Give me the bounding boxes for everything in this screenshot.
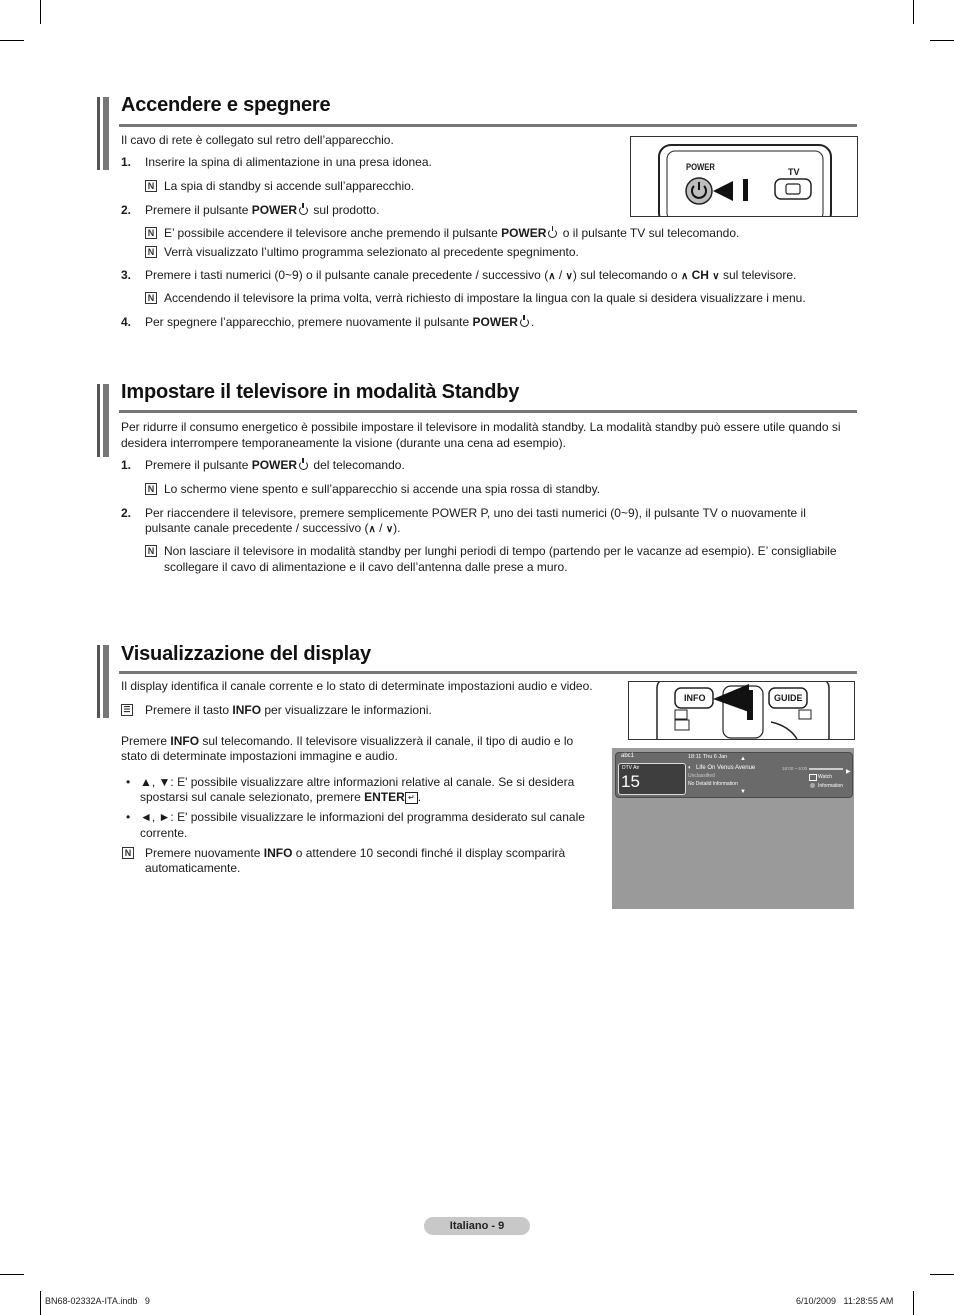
section-marker: [97, 645, 109, 718]
bullet-text-pre: spostarsi sul canale selezionato, premere: [140, 790, 365, 804]
osd-info-icon: [810, 783, 815, 788]
note-text-post: o attendere 10 secondi finché il display scomparirà: [292, 846, 566, 860]
tv-panel-illustration: [631, 137, 857, 216]
crop-mark: [0, 1274, 24, 1275]
paragraph-line1: [121, 733, 573, 749]
step-text-pre: Premere il pulsante: [145, 458, 252, 472]
osd-channel-name: abc1: [621, 753, 635, 759]
crop-mark: [0, 40, 24, 41]
step-text: Premere i tasti numerici (0~9) o il pulsante canale precedente / successivo (∧ / ∨) sul telecomando o ∧ CH ∨ sul televisore.: [145, 267, 796, 285]
step-text-pre: pulsante canale precedente / successivo (: [145, 521, 369, 535]
note-text-line1: Non lasciare il televisore in modalità standby per lunghi periodi di tempo (partendo per le vacanze ad esempio). E’ consigliabile: [164, 544, 837, 558]
power-icon: [520, 318, 529, 327]
chevron-up-icon: ∧: [548, 271, 556, 282]
power-icon: [299, 461, 308, 470]
step-text-post: ).: [393, 521, 401, 535]
remote-instruction: [145, 702, 432, 718]
step-text-line1: Per riaccendere il televisore, premere semplicemente POWER P, uno dei tasti numerici (0~9), il pulsante TV o nuovamente il: [145, 506, 806, 520]
note-text-pre: Premere nuovamente: [145, 846, 264, 860]
osd-program-icon: ◐: [688, 765, 692, 771]
section-marker: [97, 97, 109, 170]
info-button-label: INFO: [684, 693, 706, 703]
note-text: Accendendo il televisore la prima volta, verrà richiesto di impostare la lingua con la quale si desidera visualizzare i menu.: [164, 291, 806, 305]
note-icon: N: [145, 180, 157, 192]
power-button-label: POWER: [686, 162, 715, 172]
power-label: POWER: [251, 458, 298, 472]
note-text: Verrà visualizzato l’ultimo programma selezionato al precedente spegnimento.: [164, 245, 579, 259]
chevron-up-icon: ∧: [368, 524, 376, 535]
crop-mark: [913, 1291, 914, 1315]
step-text-post: .: [530, 315, 535, 329]
osd-genre: Unclassified: [688, 773, 715, 779]
section-rule: [119, 671, 857, 674]
note-icon: N: [145, 227, 157, 239]
osd-information-label: Information: [818, 783, 844, 789]
osd-down-arrow-icon: ▼: [740, 789, 746, 795]
crop-mark: [913, 0, 914, 24]
intro-text: Il display identifica il canale corrente e lo stato di determinate impostazioni audio e video.: [121, 679, 593, 693]
enter-icon: ↵: [405, 792, 418, 804]
osd-program: Life On Venus Avenue: [696, 765, 756, 771]
step-text: [145, 202, 379, 218]
paragraph-pre: Premere: [121, 734, 171, 748]
remote-icon: ☰: [121, 704, 133, 716]
step-text-post: del telecomando.: [310, 458, 405, 472]
section-rule: [119, 410, 857, 413]
step-text-pre: Premere il pulsante: [145, 203, 252, 217]
note-text-line2: scollegare il cavo di alimentazione e il cavo dell’antenna dalle prese a muro.: [164, 560, 568, 574]
section-marker: [97, 384, 109, 457]
step-text-post: sul televisore.: [719, 268, 797, 282]
power-label: POWER: [501, 226, 547, 240]
step-number: 2.: [121, 506, 132, 520]
osd-up-arrow-icon: ▲: [740, 756, 746, 762]
step-number: 4.: [121, 315, 132, 329]
note-icon: N: [145, 483, 157, 495]
info-label: INFO: [232, 703, 262, 717]
bullet-dot: •: [126, 810, 131, 824]
note-text-post: o il pulsante TV sul telecomando.: [559, 226, 740, 240]
note-text-line2: automaticamente.: [145, 861, 241, 875]
remote-illustration: [629, 682, 854, 739]
osd-screen: [612, 748, 854, 909]
note-text: La spia di standby si accende sull’apparecchio.: [164, 179, 415, 193]
enter-label: ENTER: [364, 790, 405, 804]
tv-panel-figure: [630, 136, 858, 217]
step-text-pre: Premere i tasti numerici (0~9) o il pulsante canale precedente / successivo (: [145, 268, 549, 282]
osd-watch-icon: [809, 774, 817, 781]
footer-file: BN68-02332A-ITA.indb 9: [45, 1296, 150, 1306]
crop-mark: [930, 40, 954, 41]
step-number: 3.: [121, 268, 132, 282]
note-text: [164, 225, 739, 241]
paragraph-post: sul telecomando. Il televisore visualizzerà il canale, il tipo di audio e lo: [199, 734, 574, 748]
chevron-down-icon: ∨: [565, 271, 573, 282]
crop-mark: [930, 1274, 954, 1275]
osd-time-range: 18:00 ~ 6:00: [782, 766, 808, 771]
osd-watch-label: Watch: [818, 774, 832, 780]
info-label: INFO: [170, 734, 200, 748]
step-text-post: sul prodotto.: [310, 203, 380, 217]
note-icon: N: [145, 292, 157, 304]
bullet-text-line1: ◄, ►: E' possibile visualizzare le informazioni del programma desiderato sul canale: [140, 810, 585, 824]
step-text: [145, 457, 405, 473]
crop-mark: [40, 0, 41, 24]
intro-text: Il cavo di rete è collegato sul retro dell’apparecchio.: [121, 133, 394, 147]
step-text-line2: pulsante canale precedente / successivo (∧ / ∨).: [145, 520, 400, 538]
note-text-pre: E’ possibile accendere il televisore anche premendo il pulsante: [164, 226, 502, 240]
chevron-down-icon: ∨: [385, 524, 394, 535]
intro-text-line1: Per ridurre il consumo energetico è possibile impostare il televisore in modalità standby. La modalità standby può essere utile quando si: [121, 420, 841, 434]
bullet-text-line1: ▲, ▼: E' possibile visualizzare altre informazioni relative al canale. Se si desidera: [140, 775, 575, 789]
osd-source: DTV Air: [622, 765, 640, 771]
section-title: Impostare il televisore in modalità Standby: [121, 381, 520, 403]
note-icon: N: [145, 246, 157, 258]
section-rule: [119, 124, 857, 127]
note-text-line1: [145, 845, 565, 861]
power-icon: [299, 206, 308, 215]
osd-detail: No Detaild Information: [688, 781, 738, 787]
chevron-down-icon: ∨: [712, 271, 720, 282]
step-text-mid: ) sul telecomando o: [572, 268, 681, 282]
info-label: INFO: [263, 846, 293, 860]
footer-date: 6/10/2009 11:28:55 AM: [796, 1296, 894, 1306]
remote-instruction-post: per visualizzare le informazioni.: [261, 703, 432, 717]
power-label: POWER: [472, 315, 518, 329]
step-number: 1.: [121, 458, 132, 472]
osd-channel-number: 15: [621, 772, 640, 791]
remote-figure: [628, 681, 855, 740]
intro-text-line2: desidera interrompere temporaneamente la visione (durante una cena ad esempio).: [121, 436, 566, 450]
section-title: Accendere e spegnere: [121, 94, 331, 116]
bullet-text-line2: corrente.: [140, 826, 188, 840]
crop-mark: [40, 1291, 41, 1315]
paragraph-line2: stato di determinate impostazioni immagine e audio.: [121, 749, 398, 763]
power-label: POWER: [251, 203, 298, 217]
step-text: Inserire la spina di alimentazione in una presa idonea.: [145, 155, 432, 169]
step-number: 1.: [121, 155, 132, 169]
note-text: Lo schermo viene spento e sull’apparecchio si accende una spia rossa di standby.: [164, 482, 601, 496]
ch-label: CH: [691, 268, 709, 282]
page-number-label: Italiano - 9: [424, 1217, 530, 1235]
section-title: Visualizzazione del display: [121, 643, 371, 665]
note-icon: N: [122, 847, 134, 859]
note-icon: N: [145, 545, 157, 557]
power-icon: [548, 229, 557, 238]
chevron-up-icon: ∧: [680, 271, 689, 282]
bullet-text-line2: spostarsi sul canale selezionato, premere ENTER ↵ .: [140, 790, 422, 804]
osd-datetime: 18:11 Thu 6 Jan: [688, 754, 728, 760]
tv-button-label: TV: [788, 167, 800, 177]
guide-button-label: GUIDE: [774, 693, 803, 703]
osd-progress-bar: [809, 768, 843, 770]
bullet-dot: •: [126, 775, 131, 789]
step-text-pre: Per spegnere l’apparecchio, premere nuovamente il pulsante: [145, 315, 473, 329]
step-number: 2.: [121, 203, 132, 217]
osd-right-arrow-icon: ▶: [846, 769, 851, 775]
step-text: [145, 314, 534, 330]
remote-instruction-pre: Premere il tasto: [145, 703, 233, 717]
